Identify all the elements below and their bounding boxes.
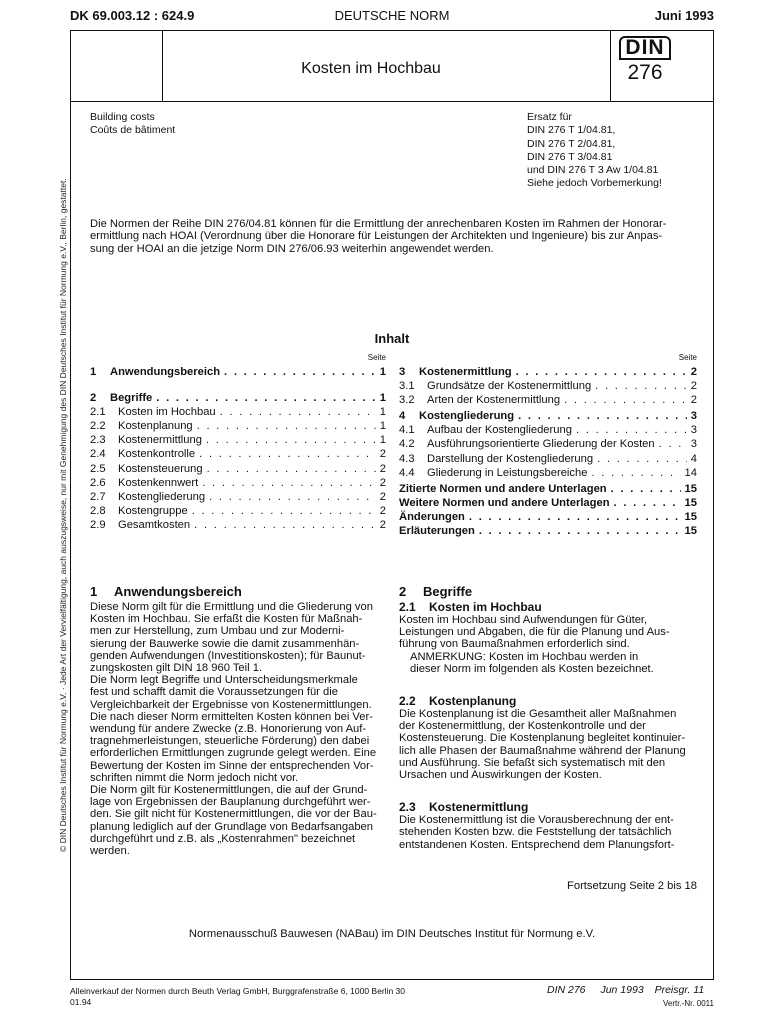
toc-entry[interactable] [399,510,697,524]
section-1-line: sierung der Bauwerke sowie die damit zusammenhän- [90,637,360,650]
section-number: 2 [399,584,407,599]
section-1-line: Die Norm legt Begriffe und Unterscheidungsmerkmale [90,674,358,687]
footer-price-group: Preisgr. 11 [654,984,705,996]
toc-entry-label: Aufbau der Kostengliederung [427,424,572,437]
toc-entry[interactable] [399,365,697,379]
section-1-line: erforderlichen Ermittlungen zugrunde gelegt werden. Eine [90,747,377,760]
toc-entry[interactable] [90,391,386,405]
toc-entry-number: 2.7 [90,490,106,503]
subsection-2-1-note [410,651,697,675]
section-1-line: Kosten im Hochbau. Sie erfaßt die Kosten für Maßnah- [90,613,363,626]
section-1-line: tragnehmerleistungen, steuerliche Förderung) den dabei [90,735,370,748]
toc-entry[interactable] [399,452,697,466]
footer-left [70,986,405,1007]
toc-leader-dots [207,462,376,476]
subsection-2-1-line: führung von Baumaßnahmen erforderlich sind. [399,638,630,651]
toc-entry[interactable] [90,462,386,476]
toc-entry-page: 3 [690,424,697,437]
copyright-notice: © DIN Deutsches Institut für Normung e.V. · Jede Art der Vervielfältigung, auch auszugsweise, nur mit Genehmigung des DIN Deutsches Institut für Normung e.V., Berlin, gestattet. [58,178,68,852]
title-translations [90,111,175,138]
toc-entry-page: 2 [379,462,386,475]
edition-code: 01.94 [70,996,92,1007]
toc-entry-number: 4.2 [399,438,415,451]
document-title: Kosten im Hochbau [301,60,441,77]
toc-entry-number: 3.2 [399,394,415,407]
toc-entry-label: Ausführungsorientierte Gliederung der Kosten [427,438,655,451]
toc-entry-label: Anwendungsbereich [110,366,221,378]
toc-leader-dots [206,433,376,447]
subsection-2-3-heading [399,800,697,814]
toc-entry[interactable] [399,409,697,423]
toc-leader-dots [156,391,375,405]
sales-number: Vertr.-Nr. 0011 [663,999,714,1008]
subsection-number: 2.1 [399,600,416,614]
toc-entry[interactable] [90,518,386,532]
toc-right-column [399,365,697,538]
section-1-line: schriften nimmt die Norm jedoch nicht vor. [90,771,299,784]
footer-date: Jun 1993 [600,984,644,996]
section-1-line: Vergleichbarkeit der Ergebnisse von Kostenermittlungen. [90,698,372,711]
toc-entry[interactable] [90,365,386,379]
continuation-note: Fortsetzung Seite 2 bis 18 [567,880,697,892]
toc-leader-dots [614,496,681,510]
toc-entry-page: 1 [379,434,386,447]
toc-entry-label: Weitere Normen und andere Unterlagen [399,496,610,509]
replacement-intro: Ersatz für [527,111,572,123]
replacement-line: DIN 276 T 3/04.81 [527,150,613,163]
section-1-line: Diese Norm gilt für die Ermittlung und die Gliederung von [90,601,373,613]
subsection-2-2-line: Die Kostenplanung ist die Gesamtheit aller Maßnahmen [399,708,677,721]
section-number: 1 [90,584,98,599]
footer-norm-info [547,984,704,996]
subsection-2-2-line: der Kostenermittlung, der Kostenkontrolle und der [399,720,646,733]
toc-entry-page: 1 [379,392,386,405]
section-title: Begriffe [423,584,473,599]
subsection-title: Kostenplanung [429,694,517,709]
section-title: Anwendungsbereich [114,584,242,599]
toc-entry-label: Zitierte Normen und andere Unterlagen [399,482,607,495]
toc-left-column [90,365,386,532]
toc-entry[interactable] [399,423,697,437]
toc-entry[interactable] [90,405,386,419]
replacement-line: DIN 276 T 2/04.81, [527,137,616,150]
din-logo [619,36,671,86]
section-1-line: genden Aufwendungen (Investitionskosten); für Baunut- [90,649,366,662]
header-divider-right [610,30,611,102]
toc-leader-dots [469,510,681,524]
section-1-line: Bewertung der Kosten im Sinne der entsprechenden Vor- [90,759,374,772]
toc-leader-dots [197,419,376,433]
subsection-2-3-line: entstandenen Kosten. Entsprechend dem Planungsfort- [399,838,675,851]
toc-entry[interactable] [90,433,386,447]
toc-entry-label: Kostenermittlung [118,434,202,447]
toc-entry-number: 4.3 [399,452,415,465]
toc-leader-dots [564,393,687,407]
toc-entry-page: 2 [379,476,386,489]
toc-entry-label: Gesamtkosten [118,518,191,531]
toc-entry-label: Grundsätze der Kostenermittlung [427,380,592,393]
section-1-line: men zur Herstellung, zum Umbau und zur Moderni- [90,625,345,638]
section-1-line: Die nach dieser Norm ermittelten Kosten können bei Ver- [90,710,373,723]
toc-title: Inhalt [374,331,410,346]
toc-entry-page: 15 [684,525,697,538]
toc-entry-page: 3 [690,410,697,423]
section-2 [399,584,697,851]
toc-entry[interactable] [90,504,386,518]
subsection-2-2-line: Kostensteuerung. Die Kostenplanung begleitet kontinuier- [399,732,686,745]
toc-entry-page: 15 [684,482,697,495]
subsection-title: Kostenermittlung [429,800,529,815]
toc-entry-number: 4.4 [399,466,415,479]
subsection-2-2-line: lich alle Phasen der Baumaßnahme während der Planung [399,744,686,757]
toc-entry-page: 1 [379,406,386,419]
toc-entry-page: 2 [690,380,697,393]
footer-norm: DIN 276 [547,984,586,996]
toc-page-header-left: Seite [367,353,386,362]
toc-leader-dots [595,379,687,393]
note-line: dieser Norm im folgenden als Kosten bezeichnet. [410,662,654,675]
toc-leader-dots [611,482,681,496]
toc-entry-number: 1 [90,366,97,378]
toc-entry-label: Kostengruppe [118,504,188,517]
toc-entry-label: Kosten im Hochbau [118,406,216,419]
toc-entry-label: Begriffe [110,392,153,405]
subsection-2-1-heading [399,600,697,614]
subsection-2-1-line: Kosten im Hochbau sind Aufwendungen für Güter, [399,614,648,626]
subsection-number: 2.3 [399,800,416,815]
toc-leader-dots [202,476,376,490]
toc-leader-dots [591,466,680,480]
section-1-line: wendung für andere Zwecke (z.B. Honorierung von Auf- [90,723,367,736]
toc-entry-number: 4 [399,410,406,423]
toc-entry[interactable] [399,393,697,407]
toc-entry-number: 2.1 [90,406,106,419]
toc-leader-dots [659,437,687,451]
toc-entry[interactable] [399,496,697,510]
toc-entry[interactable] [90,447,386,461]
toc-entry-label: Änderungen [399,510,465,523]
toc-entry[interactable] [399,524,697,538]
preamble-line: sung der HOAI an die jetzige Norm DIN 276/06.93 weiterhin angewendet werden. [90,242,494,255]
toc-entry-label: Kostenkennwert [118,476,199,489]
standard-type: DEUTSCHE NORM [334,8,450,23]
subsection-title: Kosten im Hochbau [429,600,542,614]
toc-entry[interactable] [399,466,697,480]
toc-entry[interactable] [90,476,386,490]
toc-entry-number: 2.5 [90,462,106,475]
toc-leader-dots [220,405,376,419]
toc-leader-dots [479,524,681,538]
toc-entry[interactable] [90,419,386,433]
section-1 [90,584,386,857]
toc-entry-label: Kostensteuerung [118,462,203,475]
toc-leader-dots [576,423,687,437]
preamble [90,218,666,255]
toc-entry[interactable] [399,482,697,496]
toc-leader-dots [209,490,376,504]
toc-entry-label: Kostengliederung [118,490,206,503]
replacement-line: DIN 276 T 1/04.81, [527,124,616,137]
toc-entry-label: Kostenermittlung [419,366,512,378]
subsection-2-1-body [399,614,697,651]
subsection-number: 2.2 [399,694,416,709]
toc-entry-page: 2 [379,448,386,461]
toc-entry-page: 3 [690,438,697,451]
replacement-notice [527,111,662,191]
toc-entry-label: Darstellung der Kostengliederung [427,452,594,465]
toc-entry[interactable] [399,379,697,393]
toc-entry-page: 2 [379,490,386,503]
toc-entry-number: 3 [399,366,406,378]
toc-entry-page: 2 [379,504,386,517]
toc-entry-number: 2 [90,392,97,405]
toc-leader-dots [518,409,687,423]
committee-note: Normenausschuß Bauwesen (NABau) im DIN Deutsches Institut für Normung e.V. [188,928,596,940]
replacement-line: und DIN 276 T 3 Aw 1/04.81 [527,164,659,177]
toc-entry-label: Kostenplanung [118,420,193,433]
toc-entry-page: 4 [690,452,697,465]
toc-entry-number: 2.6 [90,476,106,489]
section-2-heading [399,584,697,599]
toc-entry-page: 2 [690,366,697,378]
section-1-line: Die Norm gilt für Kostenermittlungen, die auf der Grund- [90,784,368,797]
toc-entry-page: 14 [684,466,697,479]
toc-entry-page: 15 [684,496,697,509]
subsection-2-1-line: Leistungen und Abgaben, die für die Planung und Aus- [399,626,670,639]
toc-entry-page: 1 [379,420,386,433]
section-1-line: durchgeführt und z.B. als „Kostenrahmen" bezeichnet [90,832,356,845]
section-1-line: fest und schafft damit die Voraussetzungen für die [90,686,338,699]
preamble-line: Die Normen der Reihe DIN 276/04.81 können für die Ermittlung der anrechenbaren Kosten im Rahmen der Honorar- [90,218,667,230]
toc-page-header-right: Seite [678,353,697,362]
section-1-body [90,601,386,857]
toc-entry-number: 2.4 [90,448,106,461]
subsection-2-2-line: und Ausführung. Sie befaßt sich systematisch mit den [399,756,666,769]
toc-entry[interactable] [399,437,697,451]
toc-leader-dots [516,365,687,379]
title-french: Coûts de bâtiment [90,124,176,137]
toc-entry-number: 2.3 [90,434,106,447]
toc-entry-page: 1 [379,366,386,378]
section-1-line: planung lediglich auf der Grundlage von Bedarfsangaben [90,820,374,833]
note-line: ANMERKUNG: Kosten im Hochbau werden in [410,650,639,663]
toc-leader-dots [199,447,376,461]
section-1-line: zungskosten gilt DIN 18 960 Teil 1. [90,662,263,675]
subsection-2-2-heading [399,694,697,708]
subsection-2-3-body [399,814,697,851]
toc-entry-number: 4.1 [399,424,415,437]
title-english: Building costs [90,111,155,123]
subsection-2-2-body [399,708,697,781]
toc-leader-dots [192,504,376,518]
issue-date: Juni 1993 [654,8,714,23]
section-1-line: lage von Ergebnissen der Bauplanung durchgeführt wer- [90,796,371,809]
toc-entry-number: 2.2 [90,420,106,433]
subsection-2-2-line: Ursachen und Auswirkungen der Kosten. [399,769,602,782]
dk-classification: DK 69.003.12 : 624.9 [70,8,195,23]
toc-entry-number: 3.1 [399,380,415,393]
toc-entry-page: 15 [684,510,697,523]
subsection-2-3-line: stehenden Kosten bzw. die Feststellung der tatsächlich [399,826,672,839]
toc-entry-label: Gliederung in Leistungsbereiche [427,466,588,479]
replacement-line: Siehe jedoch Vorbemerkung! [527,177,662,190]
publisher-note: Alleinverkauf der Normen durch Beuth Verlag GmbH, Burggrafenstraße 6, 1000 Berlin 30 [70,986,405,996]
toc-leader-dots [597,452,687,466]
toc-entry-label: Kostengliederung [419,410,515,423]
din-word: DIN [619,36,671,60]
toc-entry-label: Arten der Kostenermittlung [427,394,561,407]
section-1-line: werden. [90,845,130,858]
din-number: 276 [627,61,663,84]
toc-leader-dots [224,365,376,379]
toc-entry-page: 2 [690,394,697,407]
toc-entry-page: 2 [379,518,386,531]
section-1-line: den. Sie gilt nicht für Kostenermittlungen, die vor der Bau- [90,808,377,821]
toc-entry-label: Erläuterungen [399,525,475,538]
subsection-2-3-line: Die Kostenermittlung ist die Vorausberechnung der ent- [399,814,674,827]
toc-leader-dots [194,518,376,532]
toc-entry-number: 2.8 [90,504,106,517]
section-1-heading [90,584,386,599]
toc-entry-label: Kostenkontrolle [118,448,196,461]
toc-entry-number: 2.9 [90,518,106,531]
preamble-line: ermittlung nach HOAI (Verordnung über die Honorare für Leistungen der Architekten und Ingenieure) bis zur Anpas- [90,230,663,243]
toc-entry[interactable] [90,490,386,504]
